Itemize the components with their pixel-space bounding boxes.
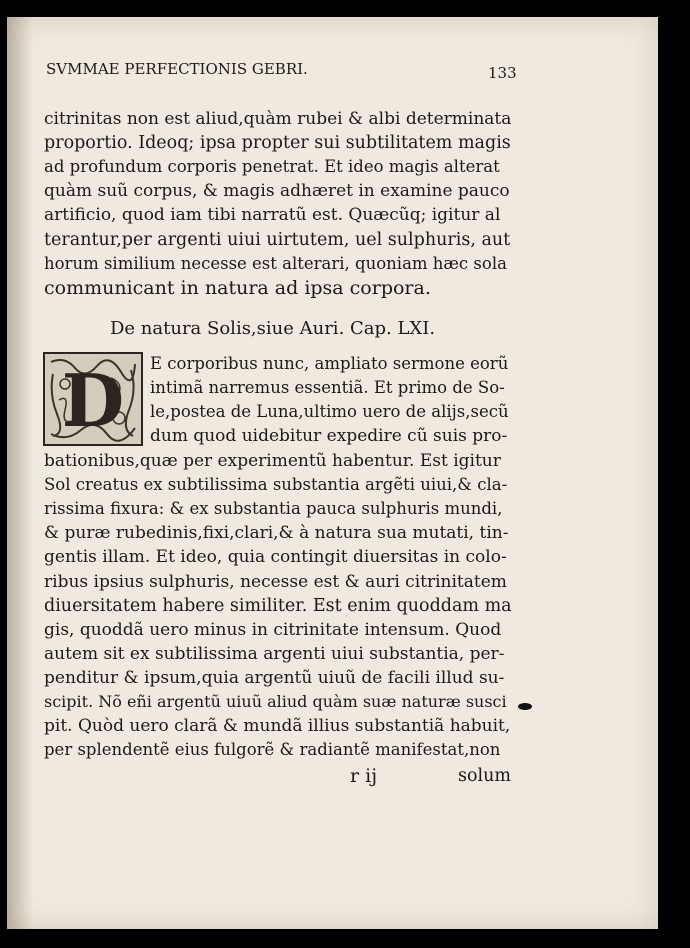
text-line: citrinitas non est aliud,quàm rubei & albi determinata [44,109,512,129]
text-line: ad profundum corporis penetrat. Et ideo magis alterat [44,157,500,176]
text-line: bationibus,quæ per experimentũ habentur. Est igitur [44,451,501,471]
text-line: quàm suũ corpus, & magis adhæret in examine pauco [44,181,510,201]
ornament-icon [45,354,141,444]
decorated-initial [43,352,143,446]
chapter-heading: De natura Solis,siue Auri. Cap. LXI. [110,318,436,339]
text-line: artificio, quod iam tibi narratũ est. Quæcũq; igitur al [44,205,501,225]
text-line: pit. Quòd uero clarã & mundã illius substantiã habuit, [44,716,511,736]
text-line: le,postea de Luna,ultimo uero de alijs,secũ [150,402,509,421]
text-line: autem sit ex subtilissima argenti uiui substantia, per- [44,644,505,664]
page-gutter-shadow [7,17,33,929]
text-line: ribus ipsius sulphuris, necesse est & auri citrinitatem [44,572,507,592]
text-line: penditur & ipsum,quia argentũ uiuũ de facili illud su- [44,668,505,688]
text-line: gentis illam. Et ideo, quia contingit diuersitas in colo- [44,547,507,567]
text-line: per splendentẽ eius fulgorẽ & radiantẽ manifestat,non [44,740,501,759]
text-line: intimã narremus essentiã. Et primo de So- [150,378,505,397]
text-line: rissima fixura: & ex substantia pauca sulphuris mundi, [44,499,503,518]
text-line: scipit. Nõ eñi argentũ uiuũ aliud quàm suæ naturæ susci [44,692,507,711]
text-line: horum similium necesse est alterari, quoniam hæc sola [44,254,507,273]
text-line: gis, quoddã uero minus in citrinitate intensum. Quod [44,620,502,640]
text-line: dum quod uidebitur expedire cũ suis pro- [150,426,508,446]
text-line: terantur,per argenti uiui uirtutem, uel sulphuris, aut [44,230,511,250]
text-line: diuersitatem habere similiter. Est enim quoddam ma [44,596,512,616]
running-title: SVMMAE PERFECTIONIS GEBRI. [46,60,308,78]
page-number: 133 [488,64,517,82]
text-line: E corporibus nunc, ampliato sermone eorũ [150,354,509,373]
ink-blot [518,703,532,710]
svg-text:D: D [61,358,125,443]
text-line: proportio. Ideoq; ipsa propter sui subtilitatem magis [44,133,511,153]
signature-mark: r ij [350,765,378,787]
text-line: Sol creatus ex subtilissima substantia argẽti uiui,& cla- [44,475,508,494]
text-line: communicant in natura ad ipsa corpora. [44,277,431,299]
text-line: & puræ rubedinis,fixi,clari,& à natura sua mutati, tin- [44,523,509,543]
catchword: solum [458,766,511,786]
